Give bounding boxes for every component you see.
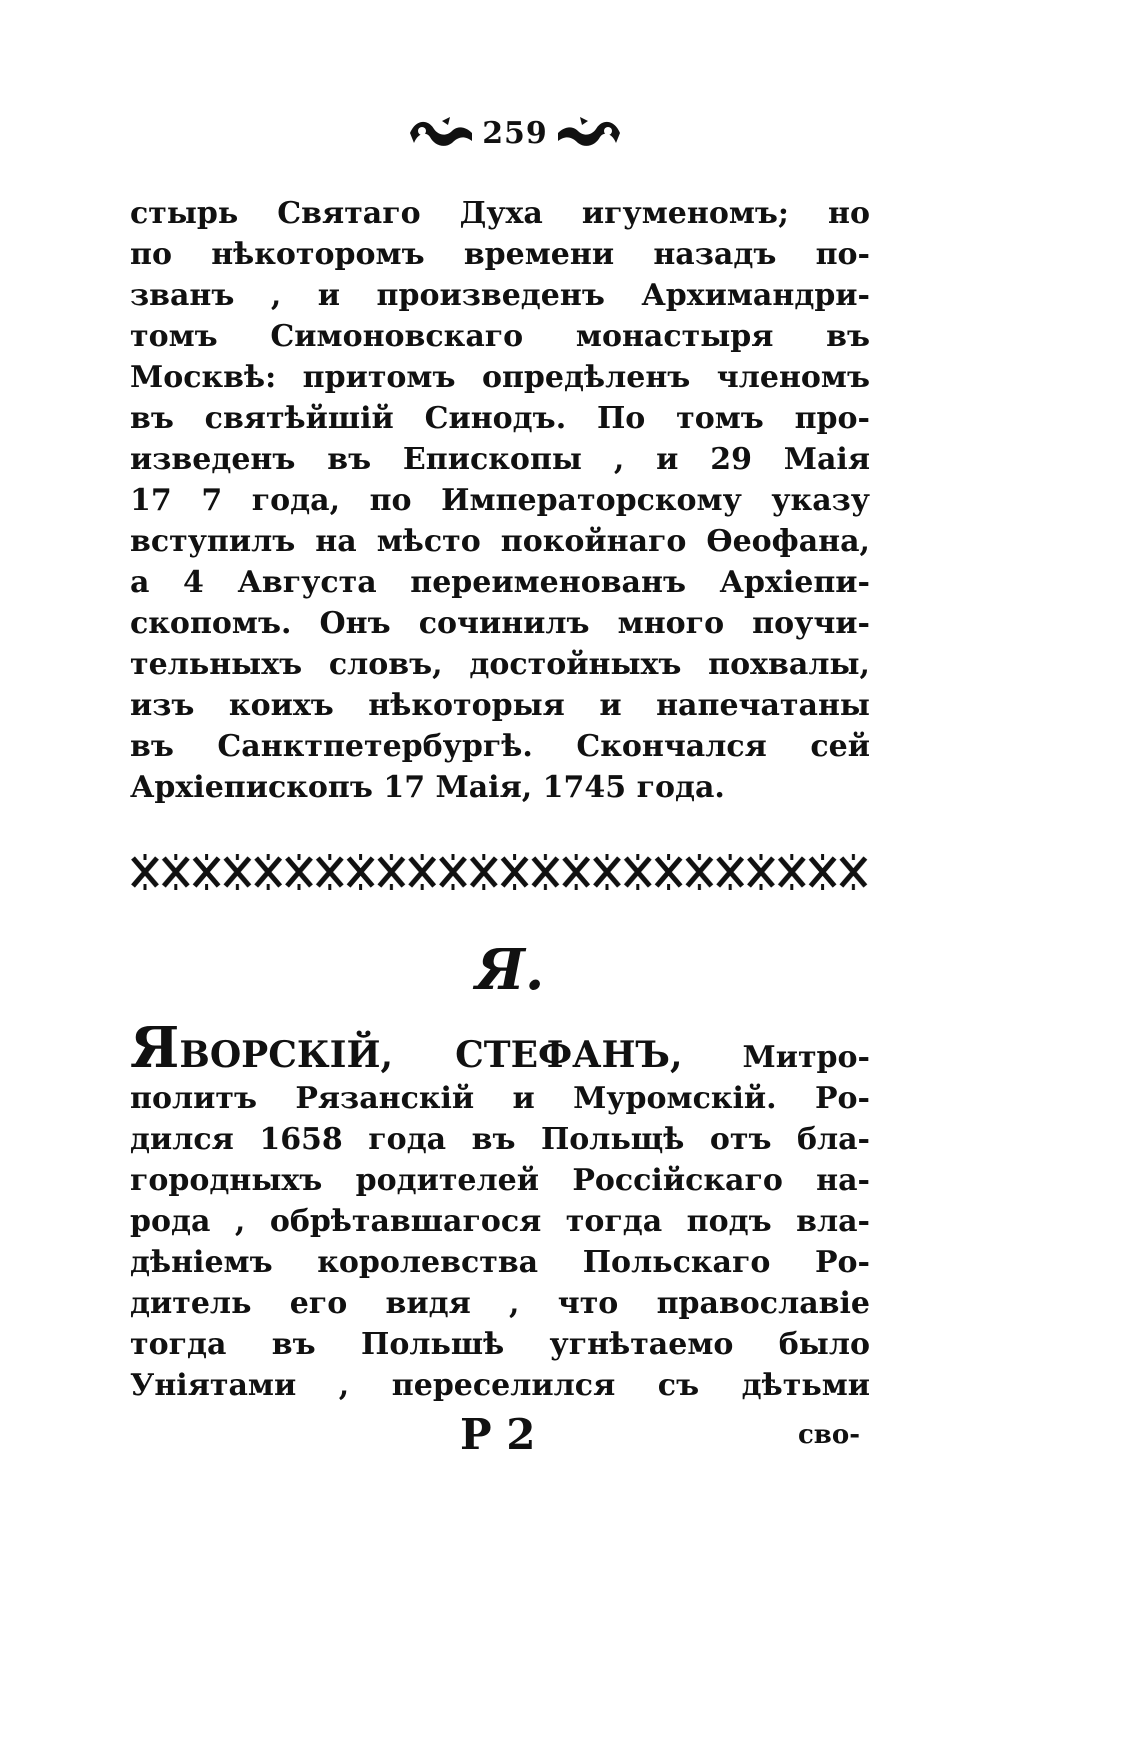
text-line: стырь Святаго Духа игуменомъ; но xyxy=(130,196,870,231)
left-ornament-icon xyxy=(406,115,476,151)
text-line: тогда въ Польшѣ угнѣтаемо было xyxy=(130,1327,870,1362)
entry-heading-line xyxy=(130,1015,870,1081)
section-letter-heading: Я. xyxy=(475,937,545,1003)
text-line: тельныхъ словъ, достойныхъ похвалы, xyxy=(130,647,870,682)
right-ornament-icon xyxy=(554,115,624,151)
text-line: рода , обрѣтавшагося тогда подъ вла- xyxy=(130,1204,870,1239)
entry-name: ВОРСКІЙ, СТЕФАНЪ, xyxy=(179,1034,683,1076)
text-line: Уніятами , переселился съ дѣтьми xyxy=(130,1368,870,1403)
text-line: по нѣкоторомъ времени назадъ по- xyxy=(130,237,870,272)
text-line: вступилъ на мѣсто покойнаго Ѳеофана, xyxy=(130,524,870,559)
page-number: 259 xyxy=(482,115,548,151)
entry-title-start: Митро- xyxy=(742,1040,870,1075)
text-line: дѣніемъ королевства Польскаго Ро- xyxy=(130,1245,870,1280)
text-line: городныхъ родителей Россійскаго на- xyxy=(130,1163,870,1198)
text-line: политъ Рязанскій и Муромскій. Ро- xyxy=(130,1081,870,1116)
text-line: изъ коихъ нѣкоторыя и напечатаны xyxy=(130,688,870,723)
text-line: дился 1658 года въ Польщѣ отъ бла- xyxy=(130,1122,870,1157)
signature-mark: Р 2 xyxy=(460,1410,536,1459)
text-line: въ Санктпетербургѣ. Скончался сей xyxy=(130,729,870,764)
text-line: Москвѣ: притомъ опредѣленъ членомъ xyxy=(130,360,870,395)
text-line: изведенъ въ Епископы , и 29 Маія xyxy=(130,442,870,477)
biography-entry xyxy=(130,1015,870,1406)
text-line: званъ , и произведенъ Архимандри- xyxy=(130,278,870,313)
text-line: дитель его видя , что православіе xyxy=(130,1286,870,1321)
biography-continuation xyxy=(130,193,870,808)
text-line: скопомъ. Онъ сочинилъ много поучи- xyxy=(130,606,870,641)
catchword: сво- xyxy=(797,1420,860,1450)
text-line: въ святѣйшій Синодъ. По томъ про- xyxy=(130,401,870,436)
text-line: томъ Симоновскаго монастыря въ xyxy=(130,319,870,354)
text-line: 17 7 года, по Императорскому указу xyxy=(130,483,870,518)
text-line: Архіепископъ 17 Маія, 1745 года. xyxy=(130,770,725,805)
page-footer xyxy=(130,1410,870,1460)
page-header xyxy=(395,108,635,158)
ornamental-divider xyxy=(130,852,870,892)
drop-cap: Я xyxy=(130,1015,180,1081)
text-line: а 4 Августа переименованъ Архіепи- xyxy=(130,565,870,600)
